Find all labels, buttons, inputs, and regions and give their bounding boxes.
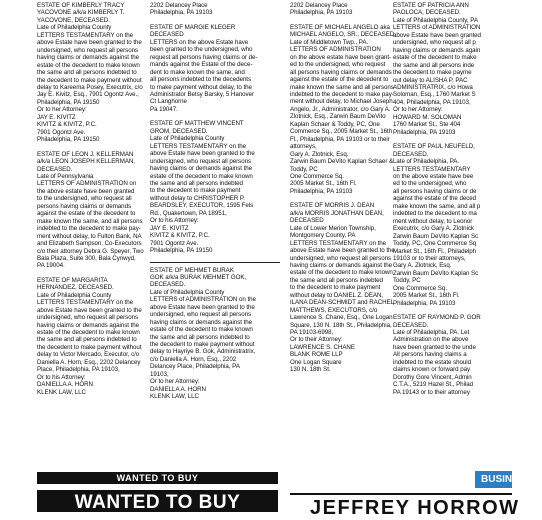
notice-heading: ESTATE OF RAYMOND P. GOR bbox=[393, 314, 481, 322]
legal-notice bbox=[290, 23, 395, 195]
notice-line: Kaplan Schaer & Toddy, PC, One bbox=[290, 120, 380, 128]
notice-line: Philadelphia, PA 19103 bbox=[150, 9, 213, 17]
notice-line: estate of the decedent to make known bbox=[37, 329, 140, 337]
notice-line: KIVITZ & KIVITZ, P.C. bbox=[37, 121, 97, 129]
notice-line: to the undersigned, who request all bbox=[37, 195, 132, 203]
notice-line: the same and all persons indebted to bbox=[150, 333, 250, 341]
notice-line: PA 19143 or to their attorney bbox=[393, 388, 470, 396]
notice-line: Philadelphia, PA 19150 bbox=[150, 247, 213, 255]
notice-line: persons having claims or demands bbox=[37, 202, 132, 210]
notice-line: Rd., Quakertown, PA 18951, bbox=[150, 209, 227, 217]
notice-line: Gary A. Zlotnick, Esq. bbox=[393, 262, 452, 270]
notice-line: Or to his Attorney: bbox=[150, 217, 199, 225]
notice-line: 130 N. 18th St. bbox=[290, 366, 331, 374]
notice-line: claims known or forward pay bbox=[393, 366, 471, 374]
notice-heading: ESTATE OF MATTHEW VINCENT bbox=[150, 120, 244, 128]
notice-line: the same and all persons inde bbox=[393, 61, 475, 69]
notice-line: and Elizabeth Sampson, Co-Executors bbox=[37, 240, 142, 248]
notice-line: undersigned, who request all persons bbox=[150, 157, 252, 165]
notice-line: against the estate of the decedent to bbox=[37, 210, 136, 218]
notice-line: undersigned, who request all persons bbox=[37, 46, 139, 54]
notice-line: the same and all persons indebted bbox=[290, 276, 383, 284]
notice-line: LETTERS of ADMINISTRATION bbox=[393, 24, 481, 32]
notice-line: having claims or demands against the bbox=[150, 165, 253, 173]
notice-line: GOK a/k/a BURAK MEHMET GOK, bbox=[150, 273, 247, 281]
notice-line: Daniella A. Horn, Esq., 2202 Delancey bbox=[37, 358, 141, 366]
notice-line: delay to Hayriye B. Gok, Administratrix, bbox=[150, 348, 256, 356]
notice-line: Or to her Attorney: bbox=[150, 378, 200, 386]
notice-heading: ESTATE OF MICHAEL ANGELO aka bbox=[290, 23, 390, 31]
notice-line: All persons having claims a bbox=[393, 351, 467, 359]
notice-line: JAY E. KIVITZ bbox=[150, 224, 189, 232]
notice-line: One Commerce Sq. bbox=[393, 284, 447, 292]
notice-line: 19103, bbox=[150, 370, 169, 378]
notice-line: LETTERS TESTAMENTARY bbox=[393, 165, 471, 173]
notice-line: having claims or demands against the bbox=[290, 261, 393, 269]
notice-line: DECEASED bbox=[290, 217, 324, 225]
notice-line: Late of Philadelphia County, PA bbox=[393, 16, 478, 24]
notice-line: estate of the decedent to make known bbox=[290, 269, 393, 277]
notice-line: ment without delay, to Michael Joseph bbox=[290, 98, 393, 106]
notice-line: Philadelphia, PA 19150 bbox=[37, 98, 100, 106]
notice-line: been granted to the undersigned, who bbox=[150, 46, 253, 54]
legal-notice bbox=[290, 2, 391, 17]
notice-line: all persons having claims or de bbox=[393, 187, 477, 195]
notice-line: make known the same, and all persons bbox=[37, 217, 143, 225]
notice-line: the decedent to make payme bbox=[393, 69, 472, 77]
legal-notice bbox=[150, 2, 280, 17]
notice-line: Commerce Sq., 2005 Market St., 16th bbox=[290, 128, 393, 136]
notice-line: Philadelphia, PA 19103 bbox=[393, 299, 456, 307]
notice-line: indebted to the decedent to make pay- bbox=[290, 90, 394, 98]
notice-line: make known the same, and all p bbox=[393, 202, 481, 210]
notice-line: out delay to ALISHA P. PAC bbox=[393, 76, 468, 84]
legal-notice bbox=[150, 120, 280, 254]
notice-line: on the above estate have bee bbox=[393, 172, 474, 180]
notice-line: a/k/a MORRIS JONATHAN DEAN, bbox=[290, 209, 384, 217]
notice-line: without delay to DANIEL Z. DEAN, bbox=[290, 291, 384, 299]
notice-line: Zarwin Baum DeVito Kaplan Sc bbox=[393, 269, 479, 277]
notice-line: GROM, DECEASED. bbox=[150, 127, 208, 135]
notice-line: Late of Philadelphia County bbox=[150, 288, 225, 296]
legal-notice bbox=[37, 2, 141, 144]
notice-line: dent to make known the same, and bbox=[150, 68, 245, 76]
notice-line: KLENK LAW, LLC bbox=[150, 393, 199, 401]
notice-line: the decedent to make payment without bbox=[150, 341, 255, 349]
notice-line: Or to his Attorney: bbox=[37, 373, 86, 381]
advertisement-box bbox=[290, 493, 520, 519]
notice-line: DECEASED bbox=[150, 31, 184, 39]
notice-line: have been granted to the unde bbox=[393, 343, 476, 351]
notice-line: Late of Pennsylvania bbox=[37, 172, 94, 180]
notice-line: indebted to the estate should bbox=[393, 358, 472, 366]
notice-line: Montgomery County, PA bbox=[290, 232, 356, 240]
notice-line: Philadelphia, PA 19103 bbox=[393, 128, 456, 136]
notice-line: DECEASED. bbox=[37, 165, 73, 173]
notice-line: Jay E. Kivitz, Esq., 7901 Ogontz Ave., bbox=[37, 91, 139, 99]
business-section-tab: BUSINESS A bbox=[475, 471, 512, 488]
wanted-to-buy-banner: WANTED TO BUY bbox=[37, 490, 278, 512]
notice-line: PA 19004. bbox=[37, 262, 65, 270]
notice-line: above Estate have been granted to the bbox=[150, 303, 255, 311]
notice-line: ed to the undersigned, who request bbox=[290, 61, 386, 69]
notice-line: Or to her Attorney: bbox=[393, 106, 443, 114]
notice-line: estate of the decedent to make known bbox=[37, 61, 140, 69]
notice-line: LETTERS TESTAMENTARY on the bbox=[37, 299, 134, 307]
notice-line: Zlotnick, Esq., Zarwin Baum DeVito bbox=[290, 113, 386, 121]
notice-line: Administration on the above bbox=[393, 336, 469, 344]
notice-line: all persons indebted to the decedents bbox=[150, 76, 252, 84]
notice-line: having claims or demands against the bbox=[150, 318, 253, 326]
notice-heading: ESTATE OF MARGIE KLEGER bbox=[150, 23, 236, 31]
notice-line: Pa 19047. bbox=[150, 105, 178, 113]
notice-line: HOWARD M. SOLOMAN bbox=[393, 113, 462, 121]
notice-line: Zarwin Baum DeVito Kaplan Sc bbox=[393, 232, 479, 240]
notice-line: having claims or demands against the bbox=[37, 54, 140, 62]
notice-line: Toddy, PC bbox=[290, 165, 318, 173]
notice-line: to make payment without delay, to the bbox=[150, 83, 252, 91]
notice-line: Philadelphia, PA 19103 bbox=[290, 187, 353, 195]
notice-line: LETTERS TESTAMENTARY on the bbox=[150, 142, 247, 150]
notice-line: against the estate of the decedent to bbox=[290, 76, 389, 84]
notice-line: PAOLOCA, DECEASED. bbox=[393, 9, 461, 17]
notice-line: mands against the Estate of the dece- bbox=[150, 61, 253, 69]
column-2 bbox=[150, 2, 280, 408]
notice-line: 2005 Market St., 16th Fl. bbox=[393, 292, 460, 300]
notice-line: ment without delay, to Leonor bbox=[393, 217, 473, 225]
notice-line: Toddy, PC bbox=[393, 277, 421, 285]
notice-line: Philadelphia, PA 19103 bbox=[290, 9, 353, 17]
notice-line: LAWRENCE S. CHANE bbox=[290, 343, 355, 351]
notice-line: all persons having claims or demands bbox=[290, 68, 392, 76]
notice-line: Late of Philadelphia County bbox=[37, 291, 112, 299]
notice-line: 7901 Ogontz Ave. bbox=[150, 239, 199, 247]
notice-line: 7901 Ogontz Ave. bbox=[37, 128, 86, 136]
notice-line: Late of Philadelphia County bbox=[37, 24, 112, 32]
notice-line: Angelo, Jr., Administrator, c/o Gary A. bbox=[290, 105, 391, 113]
notice-line: the same and all persons indebted bbox=[150, 179, 243, 187]
notice-line: One Commerce Sq. bbox=[290, 172, 344, 180]
notice-line: Executrix, c/o Gary A. Zlotnick bbox=[393, 225, 474, 233]
notice-line: Gary A. Zlotnick, Esq. bbox=[290, 150, 349, 158]
notice-line: DECEASED. bbox=[150, 281, 186, 289]
legal-notice bbox=[150, 267, 280, 401]
notice-line: MICHAEL ANGELO, SR., DECEASED bbox=[290, 31, 395, 39]
notice-line: delay to Kareema Posey, Executrix, c/o bbox=[37, 83, 143, 91]
notice-line: PA 19103-6998, bbox=[290, 329, 334, 337]
notice-heading: ESTATE OF LEON J. KELLERMAN bbox=[37, 150, 134, 158]
notice-line: Administrator Betsy Barsky, 5 Hanover bbox=[150, 90, 254, 98]
notice-line: BEARDSLEY, EXECUTOR, 1595 Fels bbox=[150, 202, 254, 210]
notice-line: Zarwin Baum DeVito Kaplan Schaer & bbox=[290, 158, 394, 166]
notice-line: LETTERS of ADMINISTRATION on the bbox=[150, 296, 256, 304]
legal-notice bbox=[393, 314, 512, 396]
notice-line: c/o their attorney Debra G. Speyer, Two bbox=[37, 247, 144, 255]
notice-line: Or to their Attorney: bbox=[290, 336, 343, 344]
notice-line: LETTERS TESTAMENTARY on the bbox=[290, 239, 387, 247]
notice-line: YACOVONE a/k/a KIMBERLY T. bbox=[37, 9, 125, 17]
notice-line: Philadelphia, PA 19150 bbox=[37, 136, 100, 144]
notice-line: ILANA DEAN-SCHMIDT and RACHEL bbox=[290, 299, 394, 307]
notice-line: estate of the decedent to make known bbox=[150, 326, 253, 334]
notice-heading: ESTATE OF PATRICIA ANN bbox=[393, 2, 469, 9]
notice-line: above Estate have been granted to the bbox=[150, 150, 255, 158]
notice-line: a/k/a LEON JOSEPH KELLERMAN, bbox=[37, 158, 135, 166]
notice-line: delay to Victor Mercado, Executor, c/o bbox=[37, 351, 140, 359]
notice-line: indebted to the decedent to make pay- bbox=[37, 225, 141, 233]
notice-line: above Estate have been granted to the bbox=[290, 247, 395, 255]
notice-line: to the decedent to make payment bbox=[150, 187, 241, 195]
notice-line: LETTERS OF ADMINISTRATION bbox=[290, 46, 381, 54]
legal-notice bbox=[393, 143, 512, 307]
notice-line: above Estate have been granted bbox=[393, 31, 481, 39]
notice-heading: 2202 Delancey Place bbox=[150, 2, 208, 9]
notice-line: indebted to the decedent to ma bbox=[393, 210, 477, 218]
notice-line: BLANK ROME LLP bbox=[290, 351, 343, 359]
notice-line: One Logan Square bbox=[290, 358, 342, 366]
notice-line: YACOVONE, DECEASED. bbox=[37, 16, 110, 24]
notice-line: Bala Plaza, Suite 300, Bala Cynwyd, bbox=[37, 254, 136, 262]
notice-line: undersigned, who request all p bbox=[393, 39, 476, 47]
notice-line: Market St., 16th Fl., Philadelph bbox=[393, 247, 477, 255]
notice-line: DECEASED. bbox=[393, 321, 429, 329]
notice-line: Dorothy Gore Vincent, Admin bbox=[393, 373, 472, 381]
notice-line: DANIELLA A. HORN bbox=[150, 385, 206, 393]
notice-line: Or to her Attorney: bbox=[37, 106, 87, 114]
notice-line: request all persons having claims or de- bbox=[150, 53, 258, 61]
notice-line: Square, 130 N. 18th St., Philadelphia, bbox=[290, 321, 392, 329]
notice-heading: ESTATE OF MEHMET BURAK bbox=[150, 266, 234, 274]
notice-line: Fl., Philadelphia, PA 19103 or to their bbox=[290, 135, 390, 143]
notice-line: MATTHEWS, EXECUTORS, c/o bbox=[290, 306, 378, 314]
notice-line: HERNANDEZ, DECEASED. bbox=[37, 284, 114, 292]
notice-line: against the estate of the deced bbox=[393, 195, 477, 203]
notice-line: the decedent to make payment without bbox=[37, 76, 142, 84]
notice-line: the above estate have been granted bbox=[37, 187, 135, 195]
notice-line: LETTERS OF ADMINISTRATION on bbox=[37, 180, 137, 188]
notice-line: 2005 Market St., 16th Fl. bbox=[290, 180, 357, 188]
notice-line: Delancey Place, Philadelphia, PA bbox=[150, 363, 240, 371]
column-4 bbox=[393, 2, 512, 403]
notice-line: estate of the decedent to make known bbox=[150, 172, 253, 180]
notice-line: undersigned, who request all persons bbox=[290, 254, 392, 262]
notice-line: attorneys, bbox=[290, 143, 317, 151]
notice-line: C.T.A., 5219 Hazel St., Philad bbox=[393, 381, 474, 389]
notice-line: having claims or demands again bbox=[393, 46, 481, 54]
column-1 bbox=[37, 2, 144, 403]
notice-line: DECEASED. bbox=[393, 150, 429, 158]
notice-line: Late of Philadelphia, PA. Let bbox=[393, 329, 470, 337]
notice-line: Place, Philadelphia, PA 19103, bbox=[37, 366, 120, 374]
notice-line: estate of the decedent to make bbox=[393, 54, 477, 62]
legal-notice bbox=[393, 2, 512, 136]
notice-line: JAY E. KIVITZ bbox=[37, 113, 76, 121]
notice-line: c/o Daniella A. Horn, Esq., 2202 bbox=[150, 355, 237, 363]
notice-line: make known the same and all persons bbox=[290, 83, 394, 91]
notice-line: Ct Langhorne bbox=[150, 98, 187, 106]
notice-line: 1760 Market St., Ste 404 bbox=[393, 121, 461, 129]
notice-line: ed to the undersigned, who bbox=[393, 180, 467, 188]
notice-divider bbox=[150, 262, 280, 263]
notice-line: LETTERS TESTAMENTARY on the bbox=[37, 31, 134, 39]
notice-line: having claims or demands against the bbox=[37, 321, 140, 329]
notice-line: Soloman, Esq., 1760 Market S bbox=[393, 91, 476, 99]
ad-headline: JEFFREY HORROW bbox=[310, 497, 520, 519]
notice-line: Late of Philadelphia County bbox=[150, 135, 225, 143]
notice-line: Lawrence S. Chane, Esq., One Logan bbox=[290, 314, 393, 322]
notice-line: Late of Philadelphia, PA. bbox=[393, 158, 460, 166]
notice-line: to the decedent to make payment bbox=[290, 284, 381, 292]
notice-line: undersigned, who request all persons bbox=[150, 311, 252, 319]
notice-line: the decedent to make payment without bbox=[37, 343, 142, 351]
wanted-to-buy-header: WANTED TO BUY bbox=[37, 472, 278, 484]
legal-notice bbox=[37, 277, 141, 396]
column-3 bbox=[290, 2, 395, 381]
notice-line: without delay to CHRISTOPHER P. bbox=[150, 194, 245, 202]
notice-heading: ESTATE OF MORRIS J. DEAN bbox=[290, 202, 375, 210]
notice-line: 404, Philadelphia, PA 19103, bbox=[393, 98, 471, 106]
notice-line: Late of Middletown Twp., PA. bbox=[290, 38, 369, 46]
notice-heading: 2202 Delancey Place bbox=[290, 2, 348, 9]
notice-line: ment without delay, to Fulton Bank, NA bbox=[37, 232, 142, 240]
legal-notice bbox=[37, 150, 144, 270]
notice-line: KLENK LAW, LLC bbox=[37, 388, 86, 396]
notice-line: LETTERS on the above Estate have bbox=[150, 38, 249, 46]
notice-line: the same and all persons indebted to bbox=[37, 69, 137, 77]
notice-heading: ESTATE OF KIMBERLY TRACY bbox=[37, 2, 125, 9]
legal-notice bbox=[150, 24, 280, 113]
notice-line: on the above estate have been grant- bbox=[290, 53, 392, 61]
notice-line: DANIELLA A. HORN bbox=[37, 381, 93, 389]
notice-line: above Estate have been granted to the bbox=[37, 39, 142, 47]
notice-line: Toddy, PC, One Commerce Sq bbox=[393, 240, 477, 248]
notice-heading: ESTATE OF PAUL NEUFELD, bbox=[393, 143, 475, 151]
notice-line: above Estate have been granted to the bbox=[37, 306, 142, 314]
notice-line: KIVITZ & KIVITZ, P.C. bbox=[150, 232, 210, 240]
notice-line: 19103 or to their attorneys, bbox=[393, 254, 466, 262]
notice-line: undersigned, who request all persons bbox=[37, 314, 139, 322]
legal-notice bbox=[290, 202, 395, 374]
notice-line: ADMINISTRATRIX, c/o Howa bbox=[393, 83, 473, 91]
notice-line: the same and all persons indebted to bbox=[37, 336, 137, 344]
notice-heading: ESTATE OF MARGARITA bbox=[37, 276, 108, 284]
notice-line: Late of Lower Merion Township, bbox=[290, 224, 376, 232]
